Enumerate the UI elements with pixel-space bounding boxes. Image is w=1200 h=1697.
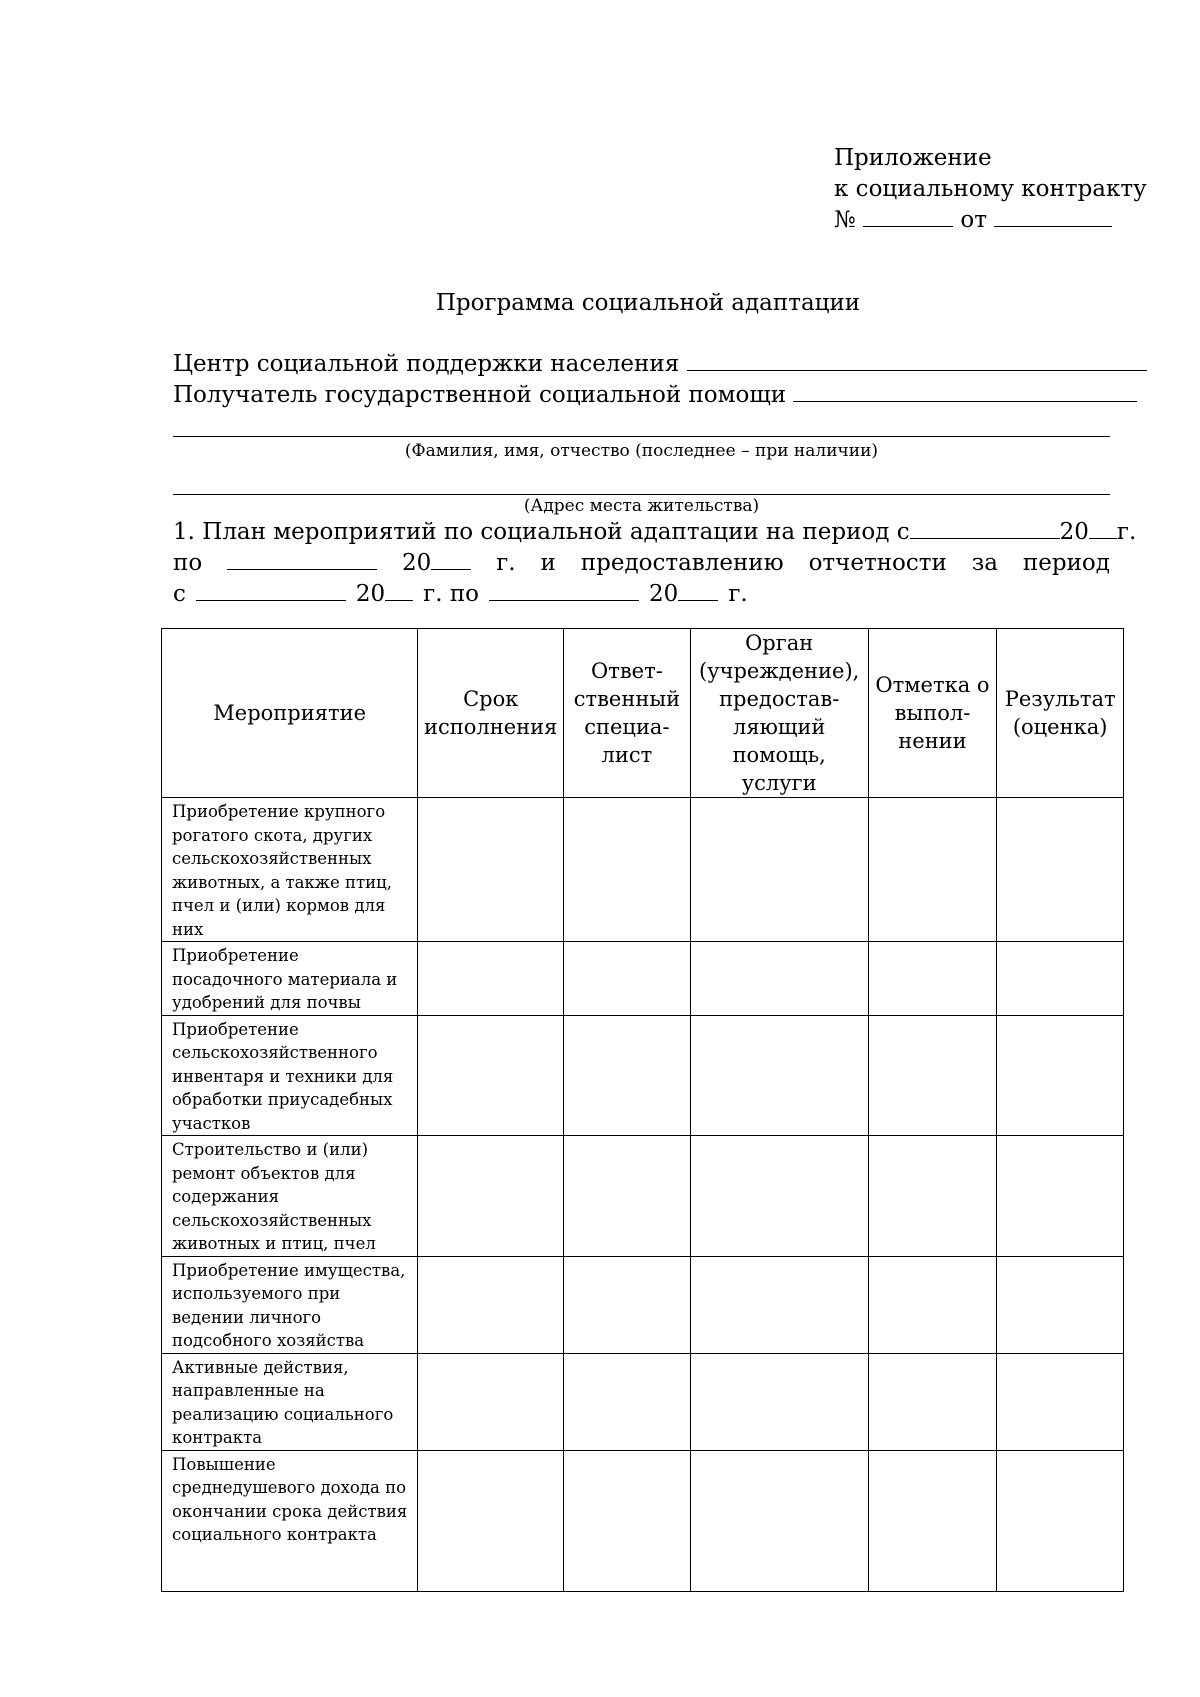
completion-mark-cell[interactable] (868, 1353, 997, 1450)
plan-po: по (173, 550, 203, 576)
deadline-cell[interactable] (418, 1450, 564, 1591)
deadline-cell[interactable] (418, 942, 564, 1016)
recipient-line (173, 381, 1137, 408)
completion-mark-cell[interactable] (868, 1015, 997, 1136)
header-activity: Мероприятие (162, 629, 418, 798)
completion-mark-cell[interactable] (868, 942, 997, 1016)
header-completion-mark: Отметка о выпол-нении (868, 629, 997, 798)
result-cell[interactable] (997, 942, 1124, 1016)
plan-end-date-blank[interactable] (227, 549, 377, 570)
completion-mark-cell[interactable] (868, 798, 997, 942)
name-caption: (Фамилия, имя, отчество (последнее – при наличии) (404, 441, 879, 461)
recipient-label: Получатель государственной социальной помощи (173, 382, 787, 408)
address-blank[interactable] (173, 494, 1110, 495)
result-cell[interactable] (997, 1450, 1124, 1591)
address-caption: (Адрес места жительства) (523, 496, 760, 516)
contract-date-blank[interactable] (994, 206, 1112, 227)
plan-paragraph (173, 517, 1137, 610)
table-header-row (162, 629, 1124, 798)
header-responsible: Ответ-ственный специа-лист (564, 629, 691, 798)
deadline-cell[interactable] (418, 1136, 564, 1257)
report-start-year-blank[interactable] (385, 580, 413, 601)
appendix-contract-ref: к социальному контракту (834, 176, 1147, 202)
plan-start-date-blank[interactable] (910, 518, 1060, 539)
plan-line-1 (173, 517, 1137, 548)
result-cell[interactable] (997, 1136, 1124, 1257)
report-end-date-blank[interactable] (489, 580, 639, 601)
table-row (162, 798, 1124, 942)
plan-g: г. (728, 581, 748, 607)
header-deadline: Срок исполнения (418, 629, 564, 798)
plan-year-prefix: 20 (355, 581, 386, 607)
plan-start-year-blank[interactable] (1089, 518, 1117, 539)
responsible-cell[interactable] (564, 798, 691, 942)
activity-cell: Приобретение посадочного материала и удобрений для почвы (162, 942, 418, 1016)
recipient-blank[interactable] (793, 381, 1137, 402)
activity-cell: Повышение среднедушевого дохода по окончании срока действия социального контракта (162, 1450, 418, 1591)
report-start-date-blank[interactable] (196, 580, 346, 601)
center-label: Центр социальной поддержки населения (173, 351, 680, 377)
organization-cell[interactable] (690, 1136, 868, 1257)
plan-g: г. (1116, 519, 1137, 545)
plan-s: с (173, 581, 186, 607)
plan-end-year-blank[interactable] (431, 549, 471, 570)
organization-cell[interactable] (690, 1353, 868, 1450)
plan-i: и (540, 550, 556, 576)
responsible-cell[interactable] (564, 942, 691, 1016)
result-cell[interactable] (997, 798, 1124, 942)
plan-otchetnosti: отчетности (808, 550, 947, 576)
responsible-cell[interactable] (564, 1353, 691, 1450)
completion-mark-cell[interactable] (868, 1450, 997, 1591)
responsible-cell[interactable] (564, 1450, 691, 1591)
deadline-cell[interactable] (418, 798, 564, 942)
plan-g-po: г. по (423, 581, 480, 607)
activity-cell: Активные действия, направленные на реализацию социального контракта (162, 1353, 418, 1450)
header-organization: Орган (учреждение), предостав-ляющий помощь, услуги (690, 629, 868, 798)
appendix-block (834, 143, 1147, 236)
document-title: Программа социальной адаптации (435, 290, 861, 316)
activity-cell: Приобретение сельскохозяйственного инвентаря и техники для обработки приусадебных участков (162, 1015, 418, 1136)
table-row (162, 942, 1124, 1016)
organization-cell[interactable] (690, 1015, 868, 1136)
activity-cell: Строительство и (или) ремонт объектов для содержания сельскохозяйственных животных и птиц, пчел (162, 1136, 418, 1257)
result-cell[interactable] (997, 1353, 1124, 1450)
plan-predostav: предоставлению (580, 550, 784, 576)
plan-year-prefix: 20 (1059, 519, 1089, 545)
activity-cell: Приобретение крупного рогатого скота, других сельскохозяйственных животных, а также птиц, пчел и (или) кормов для них (162, 798, 418, 942)
plan-period: период (1022, 550, 1110, 576)
table-row (162, 1256, 1124, 1353)
organization-cell[interactable] (690, 1450, 868, 1591)
appendix-title: Приложение (834, 145, 992, 171)
contract-number-line (834, 205, 1147, 236)
name-blank[interactable] (173, 436, 1110, 437)
responsible-cell[interactable] (564, 1256, 691, 1353)
center-blank[interactable] (687, 350, 1147, 371)
table-row (162, 1353, 1124, 1450)
deadline-cell[interactable] (418, 1353, 564, 1450)
completion-mark-cell[interactable] (868, 1256, 997, 1353)
center-line (173, 350, 1147, 377)
contract-number-blank[interactable] (863, 206, 953, 227)
organization-cell[interactable] (690, 1256, 868, 1353)
deadline-cell[interactable] (418, 1015, 564, 1136)
number-label: № (834, 207, 856, 233)
plan-year-prefix: 20 (402, 550, 432, 576)
plan-line-2 (173, 548, 1110, 579)
plan-year-prefix: 20 (649, 581, 679, 607)
organization-cell[interactable] (690, 942, 868, 1016)
result-cell[interactable] (997, 1015, 1124, 1136)
activities-table (161, 628, 1124, 1592)
deadline-cell[interactable] (418, 1256, 564, 1353)
plan-line-3 (173, 579, 1110, 610)
plan-g: г. (496, 550, 516, 576)
header-result: Результат (оценка) (997, 629, 1124, 798)
table-row (162, 1136, 1124, 1257)
plan-za: за (971, 550, 998, 576)
organization-cell[interactable] (690, 798, 868, 942)
result-cell[interactable] (997, 1256, 1124, 1353)
plan-heading: 1. План мероприятий по социальной адаптации на период с (173, 519, 910, 545)
table-row (162, 1450, 1124, 1591)
report-end-year-blank[interactable] (678, 580, 718, 601)
table-row (162, 1015, 1124, 1136)
activity-cell: Приобретение имущества, используемого при ведении личного подсобного хозяйства (162, 1256, 418, 1353)
from-label: от (960, 207, 987, 233)
completion-mark-cell[interactable] (868, 1136, 997, 1257)
responsible-cell[interactable] (564, 1015, 691, 1136)
responsible-cell[interactable] (564, 1136, 691, 1257)
